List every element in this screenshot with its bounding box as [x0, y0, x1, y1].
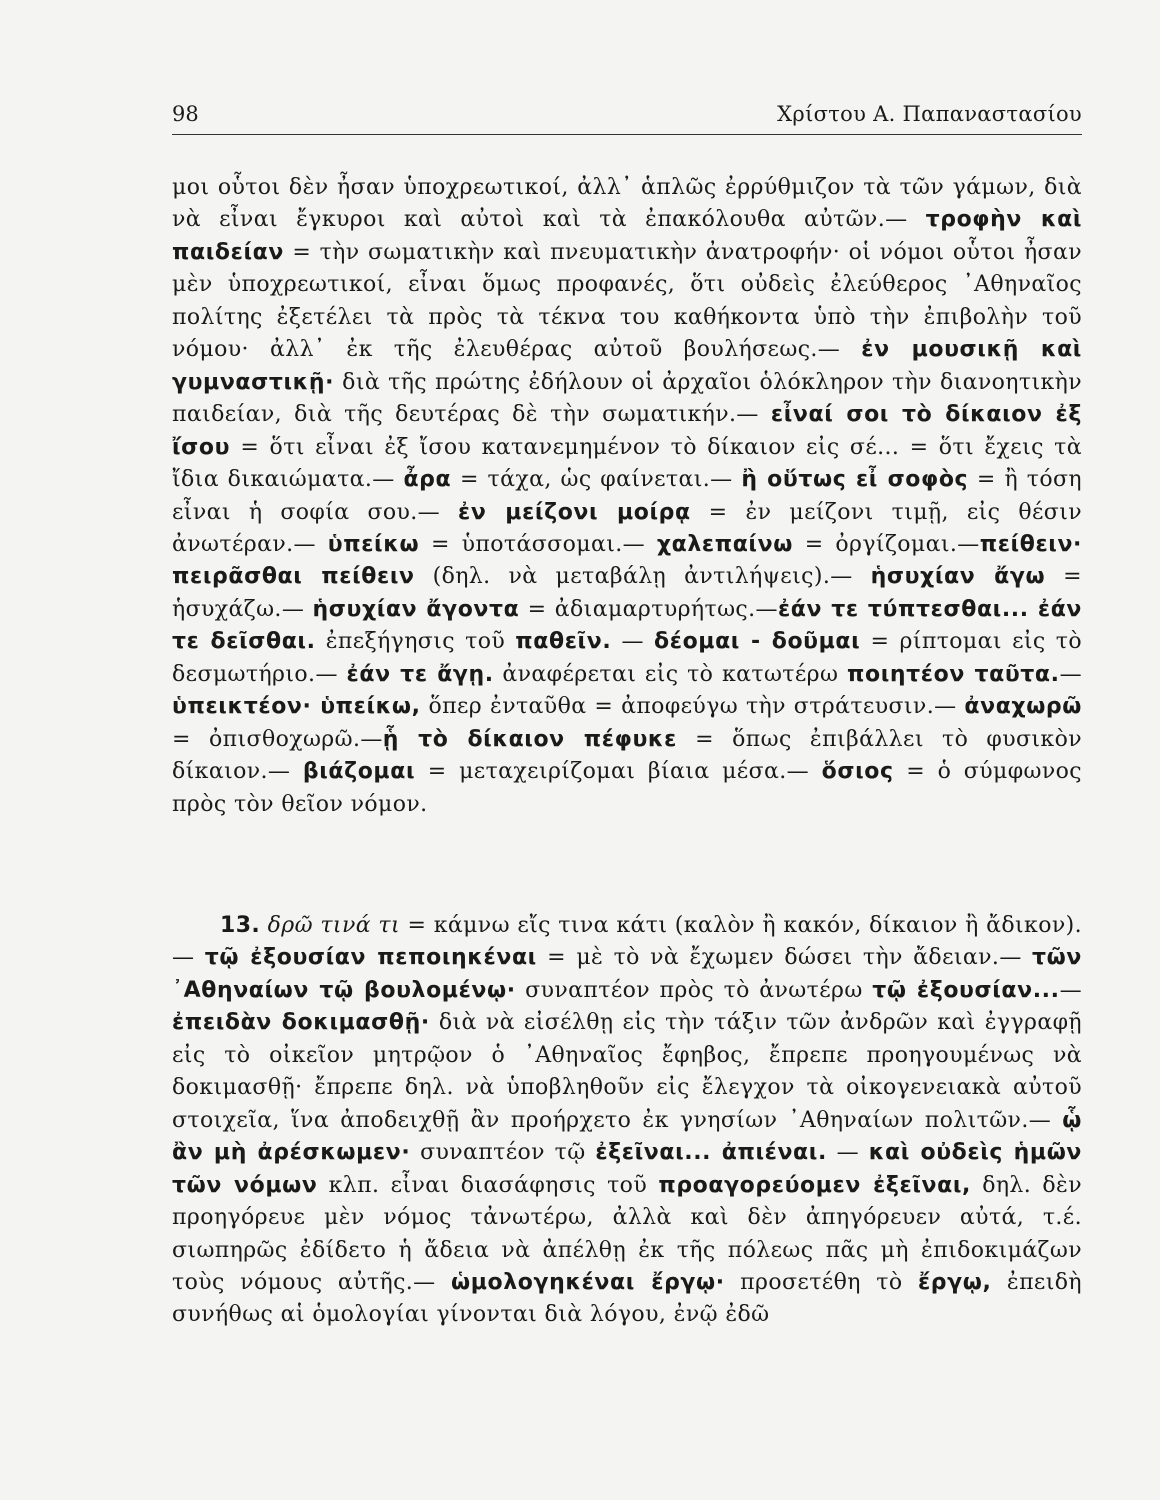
lemma-term: ἀναχωρῶ — [964, 694, 1082, 720]
gloss-text: κλπ. εἶναι διασάφησις τοῦ — [317, 1172, 659, 1198]
gloss-text: = μεταχειρίζομαι βίαια μέσα.— — [415, 759, 822, 785]
lemma-term: τῷ ἐξουσίαν... — [872, 977, 1060, 1003]
lemma-term: ἆρα — [403, 467, 452, 493]
lemma-term: ὡμολογηκέναι ἔργῳ· — [451, 1269, 725, 1295]
lemma-term: πείθειν· πειρᾶσθαι πείθειν — [172, 531, 1082, 590]
gloss-text: — — [1059, 977, 1082, 1003]
lemma-term: ὑπεικτέον· ὑπείκω, — [172, 694, 421, 720]
gloss-text: ὅπερ ἐνταῦθα = ἀποφεύγω τὴν στράτευσιν.— — [420, 694, 965, 720]
gloss-text: διὰ τῆς πρώτης ἐδήλουν οἱ ἀρχαῖοι ὁλόκληρον τὴν διανοητικὴν παιδείαν, διὰ τῆς δευτέρας δὲ τὴν σωματικήν.— — [172, 369, 1082, 428]
gloss-text: = ἢ τόση εἶναι ἡ σοφία σου.— — [172, 467, 1083, 525]
gloss-text: = ὅπως ἐπιβάλλει τὸ φυσικὸν δίκαιον.— — [172, 726, 1082, 785]
page-header — [172, 100, 1082, 135]
lemma-term: προαγορεύομεν ἐξεῖναι, — [658, 1172, 971, 1198]
lemma-term: τροφὴν καὶ παιδείαν — [172, 207, 1082, 265]
gloss-text: προσετέθη τὸ — [724, 1269, 918, 1295]
lemma-term: τῷ ἐξουσίαν πεποιηκέναι — [204, 945, 537, 971]
lemma-term: ἐάν τε τύπτεσθαι... ἐάν τε δεῖσθαι. — [172, 596, 1083, 655]
lemma-term: ἐπειδὰν δοκιμασθῇ· — [172, 1010, 430, 1036]
page-number: 98 — [172, 102, 199, 126]
lemma-term: ὑπείκω — [327, 531, 420, 557]
lemma-term: ἡσυχίαν ἄγοντα — [312, 596, 520, 622]
gloss-text: διὰ νὰ εἰσέλθῃ εἰς τὴν τάξιν τῶν ἀνδρῶν καὶ ἐγγραφῇ εἰς τὸ οἰκεῖον μητρῷον ὁ ᾿Αθηναῖος ἔφηβος, ἔπρεπε προηγουμένως νὰ δοκιμασθῇ· ἔπρεπε δηλ. νὰ ὑποβληθοῦν εἰς ἔλεγχον τὰ οἰκογενειακὰ αὐτοῦ στοιχεῖα, ἵνα ἀποδειχθῇ ἂν προήρχετο ἐκ γνησίων ᾿Αθηναίων πολιτῶν.— — [172, 1010, 1082, 1133]
lemma-term: ᾗ τὸ δίκαιον πέφυκε — [382, 726, 677, 752]
lemma-term: ἐξεῖναι... ἀπιέναι. — [595, 1140, 827, 1166]
gloss-text: = μὲ τὸ νὰ ἔχωμεν δώσει τὴν ἄδειαν.— — [536, 945, 1033, 971]
lemma-term: εἶναί σοι τὸ δίκαιον ἐξ ἴσου — [172, 402, 1083, 460]
lemma-term: ἐν μείζονι μοίρᾳ — [458, 499, 691, 525]
gloss-text: = ὑποτάσσομαι.— — [419, 531, 657, 557]
lemma-term: ἐν μουσικῇ καὶ γυμναστικῇ· — [172, 337, 1082, 395]
lemma-term: ὅσιος — [821, 759, 894, 785]
gloss-text: — — [611, 629, 655, 655]
lemma-term: βιάζομαι — [302, 759, 416, 785]
gloss-text: = ἀδιαμαρτυρήτως.— — [519, 596, 778, 622]
gloss-text: ἐπεξήγησις τοῦ — [315, 629, 516, 655]
lemma-term: καὶ οὐδεὶς ἡμῶν τῶν νόμων — [172, 1140, 1083, 1198]
paragraph-2 — [172, 910, 1082, 1332]
lemma-term: ᾧ ἂν μὴ ἀρέσκωμεν· — [172, 1107, 1082, 1166]
section-number: 13. — [220, 913, 261, 938]
lemma-term: παθεῖν. — [515, 629, 612, 655]
gloss-text: δηλ. δὲν προηγόρευε μὲν νόμος τἀνωτέρω, ἀλλὰ καὶ δὲν ἀπηγόρευεν αὐτά, τ.έ. σιωπηρῶς ἐδίδετο ἡ ἄδεια νὰ ἀπέλθῃ ἐκ τῆς πόλεως πᾶς μὴ ἐπιδοκιμάζων τοὺς νόμους αὐτῆς.— — [172, 1172, 1082, 1295]
lemma-term: ἔργῳ, — [917, 1269, 992, 1295]
gloss-text: = τάχα, ὡς φαίνεται.— — [451, 467, 742, 493]
running-head: Χρίστου Α. Παπαναστασίου — [777, 102, 1082, 126]
gloss-text: = κάμνω εἴς τινα κάτι (καλὸν ἢ κακόν, δίκαιον ἢ ἄδικον).— — [172, 913, 1082, 971]
gloss-text: — — [826, 1140, 869, 1166]
gloss-text: = ἡσυχάζω.— — [172, 564, 1082, 622]
lemma-term: χαλεπαίνω — [656, 531, 793, 557]
paragraph-1 — [172, 172, 1082, 821]
gloss-text: = ὅτι εἶναι ἐξ ἴσου κατανεμημένον τὸ δίκαιον εἰς σέ... = ὅτι ἔχεις τὰ ἴδια δικαιώματα.— — [172, 434, 1082, 493]
gloss-text: συναπτέον τῷ — [410, 1140, 596, 1166]
gloss-text: ἀναφέρεται εἰς τὸ κατωτέρω — [493, 661, 847, 687]
gloss-text: συναπτέον πρὸς τὸ ἀνωτέρω — [515, 977, 873, 1003]
lemma-term: ἢ οὕτως εἶ σοφὸς — [741, 467, 969, 493]
gloss-text: = ὀπισθοχωρῶ.— — [172, 726, 383, 752]
gloss-text: = ὀργίζομαι.— — [792, 531, 980, 557]
gloss-text: = ἐν μείζονι τιμῇ, εἰς θέσιν ἀνωτέραν.— — [172, 499, 1083, 557]
lemma-term-italic: δρῶ τινά τι — [260, 913, 401, 938]
gloss-text: = τὴν σωματικὴν καὶ πνευματικὴν ἀνατροφήν· οἱ νόμοι οὗτοι ἦσαν μὲν ὑποχρεωτικοί, εἶναι ὅμως προφανές, ὅτι οὐδεὶς ἐλεύθερος ᾿Αθηναῖος πολίτης ἐξετέλει τὰ πρὸς τὰ τέκνα του καθήκοντα ὑπὸ τὴν ἐπιβολὴν τοῦ νόμου· ἀλλ᾿ ἐκ τῆς ἐλευθέρας αὐτοῦ βουλήσεως.— — [172, 239, 1082, 363]
gloss-text: ἐπειδὴ συνήθως αἱ ὁμολογίαι γίνονται διὰ λόγου, ἐνῷ ἐδῶ — [172, 1269, 1082, 1328]
lemma-term: ποιητέον ταῦτα. — [847, 661, 1060, 687]
lemma-term: ἡσυχίαν ἄγω — [870, 564, 1046, 590]
lemma-term: ἐάν τε ἄγῃ. — [346, 661, 494, 687]
gloss-text: μοι οὗτοι δὲν ἦσαν ὑποχρεωτικοί, ἀλλ᾿ ἁπλῶς ἐρρύθμιζον τὰ τῶν γάμων, διὰ νὰ εἶναι ἔγκυροι καὶ αὐτοὶ καὶ τὰ ἐπακόλουθα αὐτῶν.— — [172, 175, 1082, 233]
lemma-term: δέομαι - δοῦμαι — [654, 629, 861, 655]
lemma-term: τῶν ᾿Αθηναίων τῷ βουλομένῳ· — [172, 945, 1082, 1003]
gloss-text: (δηλ. νὰ μεταβάλῃ ἀντιλήψεις).— — [414, 564, 871, 590]
gloss-text: = ρίπτομαι εἰς τὸ δεσμωτήριο.— — [172, 629, 1082, 687]
gloss-text: — — [1059, 661, 1082, 687]
gloss-text: = ὁ σύμφωνος πρὸς τὸν θεῖον νόμον. — [172, 759, 1082, 817]
